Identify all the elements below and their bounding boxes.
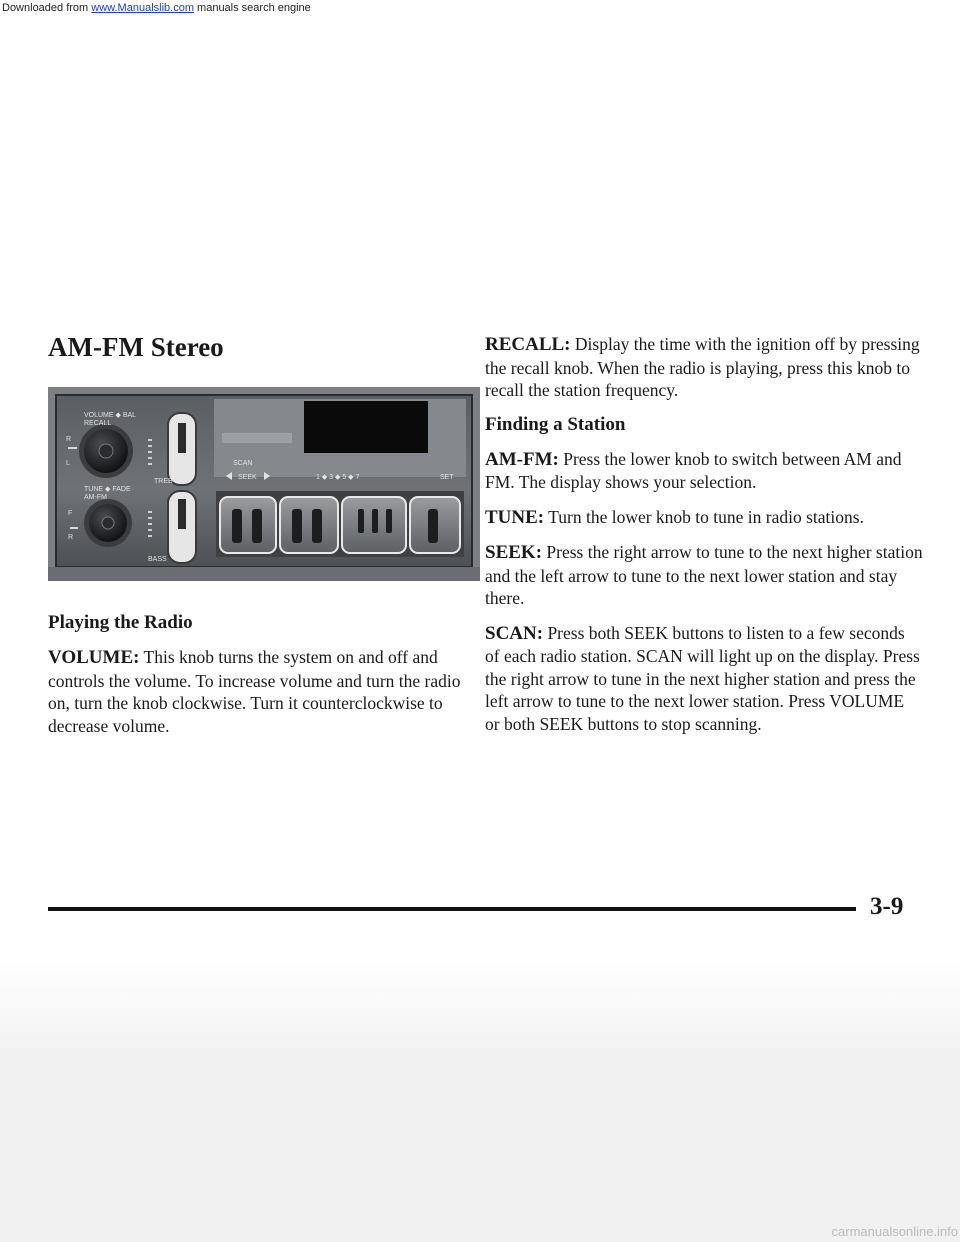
label-set: SET xyxy=(440,474,454,481)
label-tune-fade: TUNE ◆ FADE xyxy=(84,486,131,493)
label-fade-front: F xyxy=(68,510,73,517)
volume-text: This knob turns the system on and off and controls the volume. To increase volume and turn the radio on, turn the knob clockwise. Turn it counterclockwise to decrease volume. xyxy=(48,647,461,736)
recall-paragraph xyxy=(485,333,923,402)
scan-term: SCAN: xyxy=(485,622,544,644)
label-presets: 1 ◆ 3 ◆ 5 ◆ 7 xyxy=(316,474,360,481)
label-fade-rear: R xyxy=(68,534,74,541)
left-column xyxy=(48,612,468,749)
banner-suffix: manuals search engine xyxy=(193,2,311,14)
amfm-text: Press the lower knob to switch between AM and FM. The display shows your selection. xyxy=(485,448,902,492)
amfm-paragraph xyxy=(485,448,923,494)
footer-rule xyxy=(48,907,856,911)
seek-term: SEEK: xyxy=(485,542,543,563)
label-treb: TREB xyxy=(154,478,173,485)
tune-term: TUNE: xyxy=(485,506,545,528)
label-scan: SCAN xyxy=(233,460,253,467)
bass-slider-thumb xyxy=(178,499,186,529)
scan-shading xyxy=(0,960,960,1050)
recall-term: RECALL: xyxy=(485,334,571,355)
label-recall: RECALL xyxy=(84,420,112,427)
recall-text: Display the time with the ignition off by pressing the recall knob. When the radio is playing, press this knob to recall the station frequency. xyxy=(485,334,920,400)
label-volume-bal: VOLUME ◆ BAL xyxy=(84,412,137,419)
display-badge xyxy=(222,433,292,443)
manualslib-link[interactable]: www.Manualslib.com xyxy=(91,2,194,14)
tune-text: Turn the lower knob to tune in radio stations. xyxy=(544,506,864,527)
label-balance-right: R xyxy=(66,436,72,443)
tune-paragraph xyxy=(485,506,923,530)
amfm-term: AM-FM: xyxy=(485,448,559,470)
tune-knob-center xyxy=(102,517,114,529)
radio-faceplate-svg xyxy=(48,387,480,581)
preset-button-1 xyxy=(280,497,338,553)
seek-text: Press the right arrow to tune to the next higher station and the left arrow to tune to the next lower station and stay there. xyxy=(485,542,923,608)
banner-prefix: Downloaded from xyxy=(2,2,92,14)
radio-lower-trim xyxy=(48,567,480,581)
source-watermark: carmanualsonline.info xyxy=(831,1224,958,1239)
scan-margin xyxy=(0,1048,960,1242)
display-window xyxy=(304,401,428,453)
download-banner xyxy=(0,0,960,17)
volume-paragraph xyxy=(48,646,468,737)
finding-station-heading: Finding a Station xyxy=(485,413,626,435)
label-seek: SEEK xyxy=(238,474,257,481)
radio-illustration xyxy=(48,387,480,581)
seek-paragraph xyxy=(485,541,923,610)
treble-slider-thumb xyxy=(178,423,186,453)
scan-text: Press both SEEK buttons to listen to a few seconds of each radio station. SCAN will light up on the display. Press the right arrow to tune in the next higher station and press the left arrow to tune to the next lower station. Press VOLUME or both SEEK buttons to stop scanning. xyxy=(485,622,920,734)
page-number: 3-9 xyxy=(870,893,904,920)
label-bass: BASS xyxy=(148,556,167,563)
label-am-fm: AM-FM xyxy=(84,494,107,501)
page-title: AM-FM Stereo xyxy=(48,332,224,362)
right-column xyxy=(485,333,923,747)
label-balance-left: L xyxy=(66,460,70,467)
seek-down-button xyxy=(220,497,276,553)
playing-radio-heading: Playing the Radio xyxy=(48,612,193,633)
volume-term: VOLUME: xyxy=(48,647,140,668)
scan-paragraph xyxy=(485,622,923,736)
volume-knob-center xyxy=(99,444,113,458)
